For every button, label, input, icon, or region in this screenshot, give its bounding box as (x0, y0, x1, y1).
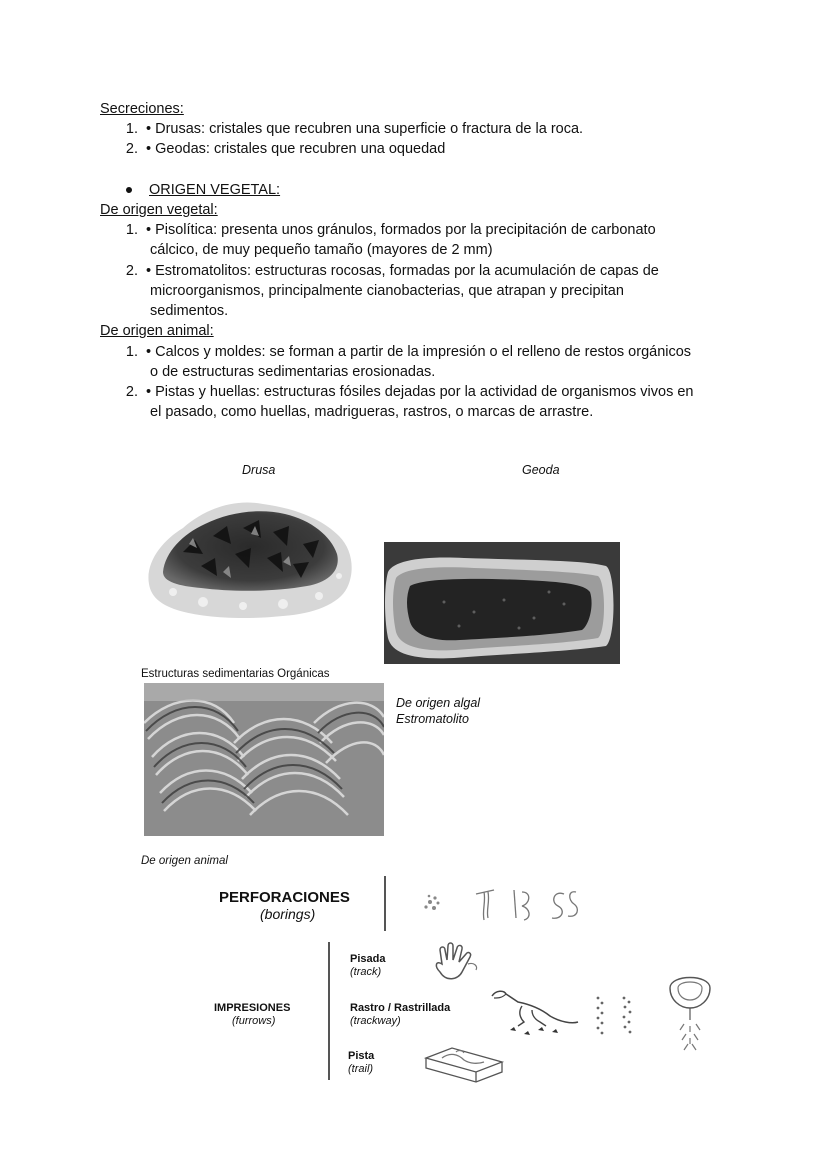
list-item (100, 220, 800, 260)
track-label: (track) (350, 966, 382, 978)
drusa-image (143, 492, 355, 620)
divider (384, 876, 386, 931)
list-text: sedimentos. (150, 303, 229, 319)
list-text: • Pistas y huellas: estructuras fósiles dejadas por la actividad de organismos vivos en (146, 384, 694, 400)
animal-heading: De origen animal: (100, 323, 214, 339)
list-item (100, 382, 800, 422)
vegetal-heading: De origen vegetal: (100, 202, 218, 218)
dotted-trackway-icon (592, 994, 640, 1036)
trail-label: (trail) (348, 1063, 374, 1075)
list-number: 1. (125, 344, 138, 360)
list-text: • Pisolítica: presenta unos gránulos, formados por la precipitación de carbonato (146, 222, 656, 238)
pista-label: Pista (348, 1050, 375, 1062)
list-text: microorganismos, principalmente cianobacterias, que atrapan y precipitan (150, 283, 624, 299)
trackway-label: (trackway) (350, 1015, 401, 1027)
horseshoe-crab-icon (666, 968, 714, 1058)
furrows-label: (furrows) (232, 1015, 276, 1027)
impresiones-label: IMPRESIONES (214, 1002, 291, 1014)
estromatolito-image (144, 683, 384, 836)
origen-vegetal-label: ORIGEN VEGETAL: (149, 182, 281, 198)
dinosaur-trackway-icon (488, 986, 580, 1038)
borings-label: (borings) (260, 906, 316, 922)
list-number: 1. (125, 121, 138, 137)
animal-caption: De origen animal (141, 855, 228, 867)
geoda-caption: Geoda (522, 463, 560, 477)
list-text: • Estromatolitos: estructuras rocosas, formadas por la acumulación de capas de (146, 263, 659, 279)
estructuras-caption: Estructuras sedimentarias Orgánicas (141, 668, 330, 680)
list-text: o de estructuras sedimentarias erosionadas. (150, 364, 436, 380)
pisada-label: Pisada (350, 953, 386, 965)
borings-illustration (418, 884, 598, 926)
rastro-label: Rastro / Rastrillada (350, 1002, 451, 1014)
list-number: 2. (125, 141, 138, 157)
list-text: • Drusas: cristales que recubren una superficie o fractura de la roca. (146, 121, 584, 137)
list-text: cálcico, de muy pequeño tamaño (mayores de 2 mm) (150, 242, 493, 258)
list-number: 2. (125, 263, 138, 279)
list-text: el pasado, como huellas, madrigueras, rastros, o marcas de arrastre. (150, 404, 594, 420)
list-text: • Geodas: cristales que recubren una oquedad (146, 141, 446, 157)
hand-track-icon (430, 942, 482, 986)
divider (328, 942, 330, 1080)
geoda-image (384, 542, 620, 664)
perforaciones-label: PERFORACIONES (219, 889, 350, 906)
list-number: 1. (125, 222, 138, 238)
list-text: • Calcos y moldes: se forman a partir de la impresión o el relleno de restos orgánicos (146, 344, 692, 360)
secreciones-heading: Secreciones: (100, 101, 184, 117)
bullet-dot (126, 187, 132, 193)
drusa-caption: Drusa (242, 463, 276, 477)
list-item (100, 261, 800, 321)
algal-caption: De origen algal (396, 696, 481, 710)
estromatolito-caption: Estromatolito (396, 712, 469, 726)
trail-block-icon (422, 1044, 506, 1084)
list-number: 2. (125, 384, 138, 400)
list-item (100, 342, 800, 382)
